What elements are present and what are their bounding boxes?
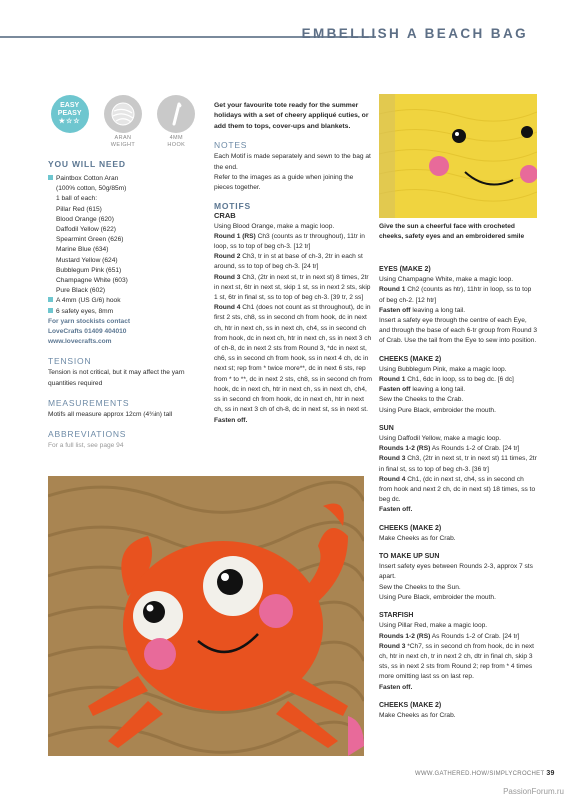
starfish-heading: STARFISH bbox=[379, 612, 414, 620]
middle-column bbox=[214, 101, 374, 426]
crab-illustration bbox=[48, 476, 364, 756]
crab-motif-photo bbox=[48, 476, 364, 756]
sun-heading: SUN bbox=[379, 424, 394, 432]
starfish-round-3: Round 3 *Ch7, ss in second ch from hook, dc in next ch, htr in next ch, tr in next 2 ch, dtr in final ch, skip 3 sts, ss in next 2 sts from Round 2; rep from * 4 times more omitting last ss on last rep. bbox=[379, 642, 535, 681]
crochet-hook-icon bbox=[157, 95, 195, 133]
list-item: Spearmint Green (626) bbox=[56, 236, 124, 244]
notes-p2: Refer to the images as a guide when joining the pieces together. bbox=[214, 173, 354, 192]
watermark: PassionForum.ru bbox=[503, 787, 564, 796]
tension-text: Tension is not critical, but it may affect the yarn quantities required bbox=[48, 369, 185, 387]
hook-size-badge bbox=[155, 95, 198, 149]
make-up-sun-heading: TO MAKE UP SUN bbox=[379, 553, 440, 561]
cheeks-text-1: Sew the Cheeks to the Crab. bbox=[379, 396, 464, 404]
motifs-heading: MOTIFS bbox=[214, 201, 251, 212]
crab-round-3: Round 3 Ch3, (2tr in next st, tr in next st) 8 times, 2tr in next st, 6tr in next st, skip 1 st, ss in next 2 sts, skip 1 st, 6tr in final st, ss to top of beg ch-3. [39 tr, 2 ss] bbox=[214, 273, 371, 302]
badge-label-line2: WEIGHT bbox=[110, 142, 136, 148]
list-item: Pure Black (602) bbox=[56, 287, 106, 295]
page-header bbox=[0, 26, 566, 48]
stockist-line: For yarn stockists contact bbox=[48, 317, 131, 325]
starfish-intro: Using Pillar Red, make a magic loop. bbox=[379, 622, 488, 630]
list-item: 6 safety eyes, 8mm bbox=[48, 307, 198, 317]
notes-p1: Each Motif is made separately and sewn to the bag at the end. bbox=[214, 153, 371, 171]
eyes-intro: Using Champagne White, make a magic loop. bbox=[379, 276, 514, 284]
sun-round-4: Round 4 Ch1, (dc in next st, ch4, ss in second ch from hook and next 2 ch, dc in next st) 18 times, ss to beg dc. bbox=[379, 475, 536, 504]
intro-text: Get your favourite tote ready for the summer holidays with a set of cheery appliqué cuties, or add them to tops, cover-ups and blankets. bbox=[214, 102, 369, 130]
notes-heading: NOTES bbox=[214, 140, 248, 151]
list-item: Champagne White (603) bbox=[56, 277, 128, 285]
sun-cheeks-text: Make Cheeks as for Crab. bbox=[379, 534, 456, 542]
list-item: Marine Blue (634) bbox=[56, 246, 109, 254]
page-footer bbox=[415, 770, 555, 777]
list-item: A 4mm (US G/6) hook bbox=[48, 296, 198, 306]
stockist-url[interactable]: www.lovecrafts.com bbox=[48, 338, 112, 346]
abbreviations-text: For a full list, see page 94 bbox=[48, 442, 124, 450]
list-item: (100% cotton, 50g/85m) bbox=[56, 185, 127, 193]
sun-illustration bbox=[379, 94, 537, 218]
eyes-round-1: Round 1 Ch2 (counts as htr), 11htr in loop, ss to top of beg ch-2. [12 htr] bbox=[379, 286, 532, 304]
badge-line1: EASY bbox=[60, 102, 80, 109]
abbreviations-heading: ABBREVIATIONS bbox=[48, 429, 127, 440]
crab-round-2: Round 2 Ch3, tr in st at base of ch-3, 2tr in each st around, ss to top of beg ch-3. [24 tr] bbox=[214, 253, 363, 271]
list-item: Daffodil Yellow (622) bbox=[56, 226, 116, 234]
list-item: 1 ball of each: bbox=[56, 195, 98, 203]
sun-intro: Using Daffodil Yellow, make a magic loop. bbox=[379, 435, 501, 443]
sun-motif-photo bbox=[379, 94, 537, 218]
difficulty-badge bbox=[48, 95, 91, 133]
list-item: Mustard Yellow (624) bbox=[56, 256, 118, 264]
yarn-ball-icon bbox=[104, 95, 142, 133]
right-column bbox=[379, 265, 537, 721]
badge-line2: PEASY bbox=[57, 110, 82, 117]
tension-heading: TENSION bbox=[48, 356, 92, 367]
you-will-need-heading: YOU WILL NEED bbox=[48, 159, 126, 169]
list-item: Blood Orange (620) bbox=[56, 215, 114, 223]
yarn-weight-badge bbox=[101, 95, 144, 149]
sun-photo-caption: Give the sun a cheerful face with crocheted cheeks, safety eyes and an embroidered smile bbox=[379, 223, 525, 240]
make-up-text-2: Sew the Cheeks to the Sun. bbox=[379, 583, 461, 591]
footer-url[interactable]: WWW.GATHERED.HOW/SIMPLYCROCHET bbox=[415, 771, 545, 777]
cheeks-intro: Using Bubblegum Pink, make a magic loop. bbox=[379, 365, 507, 373]
starfish-rounds-1-2: Rounds 1-2 (RS) As Rounds 1-2 of Crab. [24 tr] bbox=[379, 632, 520, 640]
starfish-fasten-off: Fasten off. bbox=[379, 683, 413, 691]
sun-rounds-1-2: Rounds 1-2 (RS) As Rounds 1-2 of Crab. [24 tr] bbox=[379, 445, 520, 453]
sun-round-3: Round 3 Ch3, (2tr in next st, tr in next st) 11 times, 2tr in final st, ss to top of beg ch-3. [36 tr] bbox=[379, 455, 537, 473]
make-up-text-3: Using Pure Black, embroider the mouth. bbox=[379, 593, 496, 601]
skill-badges bbox=[48, 95, 198, 153]
cheeks-heading: CHEEKS (MAKE 2) bbox=[379, 355, 442, 363]
badge-label-line1: ARAN bbox=[114, 135, 132, 141]
sun-fasten-off: Fasten off. bbox=[379, 506, 413, 514]
list-item: Paintbox Cotton Aran bbox=[48, 174, 198, 184]
cheeks-text-2: Using Pure Black, embroider the mouth. bbox=[379, 406, 496, 414]
page-number: 39 bbox=[546, 770, 555, 777]
sun-cheeks-heading: CHEEKS (MAKE 2) bbox=[379, 524, 442, 532]
measurements-heading: MEASUREMENTS bbox=[48, 397, 130, 408]
eyes-fasten: Fasten off leaving a long tail. bbox=[379, 306, 466, 314]
badge-label-line1: 4MM bbox=[169, 135, 184, 141]
measurements-text: Motifs all measure approx 12cm (4¾in) tall bbox=[48, 410, 173, 418]
badge-label-line2: HOOK bbox=[167, 142, 186, 148]
left-column bbox=[48, 95, 198, 451]
cheeks-fasten: Fasten off leaving a long tail. bbox=[379, 386, 466, 394]
starfish-cheeks-heading: CHEEKS (MAKE 2) bbox=[379, 701, 442, 709]
starfish-cheeks-text: Make Cheeks as for Crab. bbox=[379, 711, 456, 719]
list-item: Bubblegum Pink (651) bbox=[56, 266, 122, 274]
crab-intro: Using Blood Orange, make a magic loop. bbox=[214, 222, 335, 230]
list-item: Pillar Red (615) bbox=[56, 205, 102, 213]
cheeks-round-1: Round 1 Ch1, 6dc in loop, ss to beg dc. [6 dc] bbox=[379, 376, 514, 384]
eyes-heading: EYES (MAKE 2) bbox=[379, 266, 431, 273]
stockist-phone: LoveCrafts 01409 404010 bbox=[48, 328, 127, 336]
make-up-text-1: Insert safety eyes between Rounds 2-3, approx 7 sts apart. bbox=[379, 563, 533, 581]
easy-peasy-icon bbox=[51, 95, 89, 133]
crab-round-1: Round 1 (RS) Ch3 (counts as tr throughout), 11tr in loop, ss to top of beg ch-3. [12 tr] bbox=[214, 232, 365, 251]
crab-heading: CRAB bbox=[214, 211, 236, 221]
eyes-text: Insert a safety eye through the centre of each Eye, and through the base of each 6-tr group from Round 3 of Crab. Use the tail from the Eye to sew into position. bbox=[379, 317, 537, 345]
crab-fasten-off: Fasten off. bbox=[214, 416, 248, 424]
page-title: EMBELLISH A BEACH BAG bbox=[301, 26, 528, 41]
star-rating: ★☆☆ bbox=[58, 118, 81, 125]
crab-round-4: Round 4 Ch1 (does not count as st throughout), dc in first 2 sts, ch8, ss in second ch from hook, dc in next ch, htr in next ch, ss in next ch, ch4, ss in second ch from hook, dc in next ch, htr in next ch, ss in next 3 ch of ch-8, dc in next 2 sts from Round 3, *dc in next st, ch6, ss in second ch from hook, ss in next 4 ch, dc in next st; rep from * twice more**, dc in next 6 sts, rep from * to **, dc in next 2 sts, ch8, ss in second ch from hook, dc in next ch, htr in next ch, ss in next ch, ch4, ss in second ch from hook, dc in next ch, htr in next ch, ss in next 3 ch of ch-8, dc in next st, ss in next st. bbox=[214, 304, 372, 414]
materials-list bbox=[48, 174, 198, 317]
